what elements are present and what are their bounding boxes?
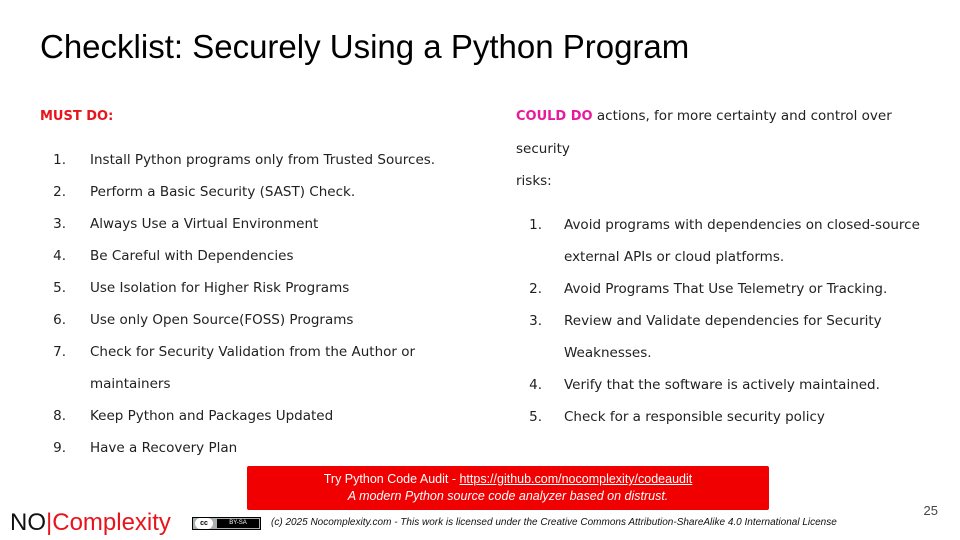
- list-item-text: Be Careful with Dependencies: [90, 248, 294, 264]
- page-number: 25: [923, 503, 938, 518]
- list-item-number: 3.: [529, 313, 542, 329]
- list-item: [40, 432, 470, 464]
- slide-title: Checklist: Securely Using a Python Program: [40, 28, 690, 65]
- list-item: [40, 208, 470, 240]
- list-item: [40, 400, 470, 432]
- list-item: [40, 272, 470, 304]
- logo-complexity: Complexity: [52, 509, 171, 536]
- logo-bar: |: [46, 509, 53, 536]
- list-item: [40, 304, 470, 336]
- must-do-list: [40, 144, 470, 464]
- could-do-intro-text-2: risks:: [516, 173, 552, 189]
- list-item-text: Review and Validate dependencies for Security: [564, 313, 882, 329]
- list-item-text: Keep Python and Packages Updated: [90, 408, 334, 424]
- list-item-number: 4.: [529, 377, 542, 393]
- list-item: [516, 273, 936, 305]
- list-item: [40, 336, 470, 400]
- codeaudit-link[interactable]: https://github.com/nocomplexity/codeaudit: [459, 472, 693, 486]
- banner-prefix: Try Python Code Audit -: [323, 472, 460, 486]
- logo-no: NO: [10, 509, 46, 536]
- could-do-list: [516, 209, 936, 433]
- list-item-text: Install Python programs only from Trusted Sources.: [90, 152, 436, 168]
- list-item: [516, 401, 936, 433]
- list-item: [516, 305, 936, 369]
- list-item-text: maintainers: [90, 376, 171, 392]
- could-do-column: [516, 100, 936, 433]
- list-item-number: 8.: [53, 408, 66, 424]
- could-do-label: COULD DO: [516, 109, 593, 124]
- could-do-intro-text: actions, for more certainty and control over security: [516, 108, 892, 157]
- banner-line: [247, 471, 769, 488]
- must-do-column: [40, 100, 470, 464]
- list-item-number: 6.: [53, 312, 66, 328]
- list-item-text: Weaknesses.: [564, 345, 652, 361]
- list-item-text: Have a Recovery Plan: [90, 440, 238, 456]
- list-item-number: 2.: [53, 184, 66, 200]
- nocomplexity-logo: [10, 509, 171, 537]
- could-do-intro: [516, 100, 936, 197]
- list-item: [40, 240, 470, 272]
- license-text: (c) 2025 Nocomplexity.com - This work is licensed under the Creative Commons Attribution-ShareAlike 4.0 International License: [271, 517, 837, 528]
- cc-icon: cc: [195, 518, 213, 529]
- list-item-text: Perform a Basic Security (SAST) Check.: [90, 184, 356, 200]
- banner-subtitle: A modern Python source code analyzer based on distrust.: [347, 489, 669, 503]
- list-item-number: 4.: [53, 248, 66, 264]
- must-do-heading: [40, 100, 470, 132]
- list-item: [40, 176, 470, 208]
- must-do-label: MUST DO:: [40, 109, 114, 124]
- list-item-number: 1.: [529, 217, 542, 233]
- list-item-text: Check for a responsible security policy: [564, 409, 825, 425]
- list-item-text: Verify that the software is actively maintained.: [564, 377, 880, 393]
- list-item-number: 3.: [53, 216, 66, 232]
- list-item-number: 5.: [529, 409, 542, 425]
- code-audit-banner: [247, 466, 769, 510]
- list-item-number: 5.: [53, 280, 66, 296]
- cc-license-label: BY-SA: [217, 519, 259, 528]
- list-item: [516, 209, 936, 273]
- list-item-text: Avoid Programs That Use Telemetry or Tracking.: [564, 281, 888, 297]
- list-item: [40, 144, 470, 176]
- list-item-number: 9.: [53, 440, 66, 456]
- list-item-number: 1.: [53, 152, 66, 168]
- list-item-text: Use Isolation for Higher Risk Programs: [90, 280, 350, 296]
- cc-by-sa-badge: [192, 517, 261, 530]
- list-item-number: 2.: [529, 281, 542, 297]
- list-item-text: Always Use a Virtual Environment: [90, 216, 319, 232]
- list-item-number: 7.: [53, 344, 66, 360]
- list-item-text: Avoid programs with dependencies on closed-source: [564, 217, 920, 233]
- list-item: [516, 369, 936, 401]
- list-item-text: Use only Open Source(FOSS) Programs: [90, 312, 354, 328]
- list-item-text: Check for Security Validation from the Author or: [90, 344, 416, 360]
- list-item-text: external APIs or cloud platforms.: [564, 249, 785, 265]
